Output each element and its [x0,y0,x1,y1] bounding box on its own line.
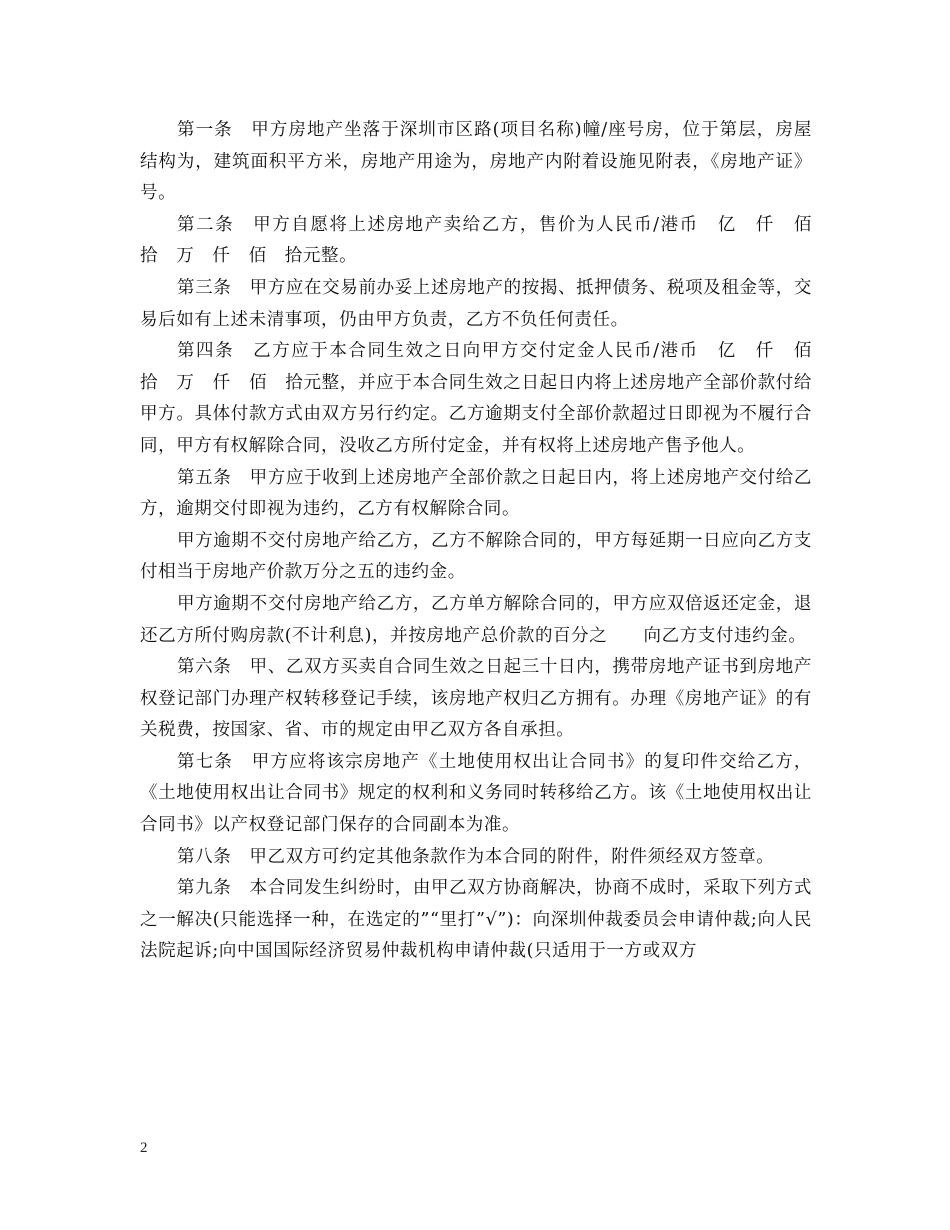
article-8-paragraph: 第八条 甲乙双方可约定其他条款作为本合同的附件，附件须经双方签章。 [177,846,775,867]
article-7-paragraph: 第七条 甲方应将该宗房地产《土地使用权出让合同书》的复印件交给乙方，《土地使用权出让合同书》规定的权利和义务同时转移给乙方。该《土地使用权出让合同书》以产权登记部门保存的合同副本为准。 [140,751,812,836]
article-5-clause-termination: 甲方逾期不交付房地产给乙方，乙方单方解除合同的，甲方应双倍返还定金，退还乙方所付购房款(不计利息)，并按房地产总价款的百分之 向乙方支付违约金。 [140,593,812,646]
contract-body [140,115,831,968]
article-5-clause-delay: 甲方逾期不交付房地产给乙方，乙方不解除合同的，甲方每延期一日应向乙方支付相当于房地产价款万分之五的违约金。 [140,530,812,583]
article-1-paragraph: 第一条 甲方房地产坐落于深圳市区路(项目名称)幢/座号房，位于第层，房屋结构为，建筑面积平方米，房地产用途为，房地产内附着设施见附表，《房地产证》号。 [140,120,812,204]
article-9-paragraph: 第九条 本合同发生纠纷时，由甲乙双方协商解决，协商不成时，采取下列方式之一解决(只能选择一种，在选定的”“里打”√”)：向深圳仲裁委员会申请仲裁;向人民法院起诉;向中国国际经济贸易仲裁机构申请仲裁(只适用于一方或双方 [140,878,812,962]
article-5-paragraph: 第五条 甲方应于收到上述房地产全部价款之日起日内，将上述房地产交付给乙方，逾期交付即视为违约，乙方有权解除合同。 [140,467,812,520]
article-6-paragraph: 第六条 甲、乙双方买卖自合同生效之日起三十日内，携带房地产证书到房地产权登记部门办理产权转移登记手续，该房地产权归乙方拥有。办理《房地产证》的有关税费，按国家、省、市的规定由甲乙双方各自承担。 [140,657,812,741]
article-4-paragraph: 第四条 乙方应于本合同生效之日向甲方交付定金人民币/港币 亿 仟 佰 拾 万 仟 佰 拾元整，并应于本合同生效之日起日内将上述房地产全部价款付给甲方。具体付款方式由双方另行约定。乙方逾期支付全部价款超过日即视为不履行合同，甲方有权解除合同，没收乙方所付定金，并有权将上述房地产售予他人。 [140,341,831,456]
article-3-paragraph: 第三条 甲方应在交易前办妥上述房地产的按揭、抵押债务、税项及租金等，交易后如有上述未清事项，仍由甲方负责，乙方不负任何责任。 [140,277,812,330]
page-number: 2 [140,1140,148,1156]
article-2-paragraph: 第二条 甲方自愿将上述房地产卖给乙方，售价为人民币/港币 亿 仟 佰 拾 万 仟 佰 拾元整。 [140,214,831,267]
